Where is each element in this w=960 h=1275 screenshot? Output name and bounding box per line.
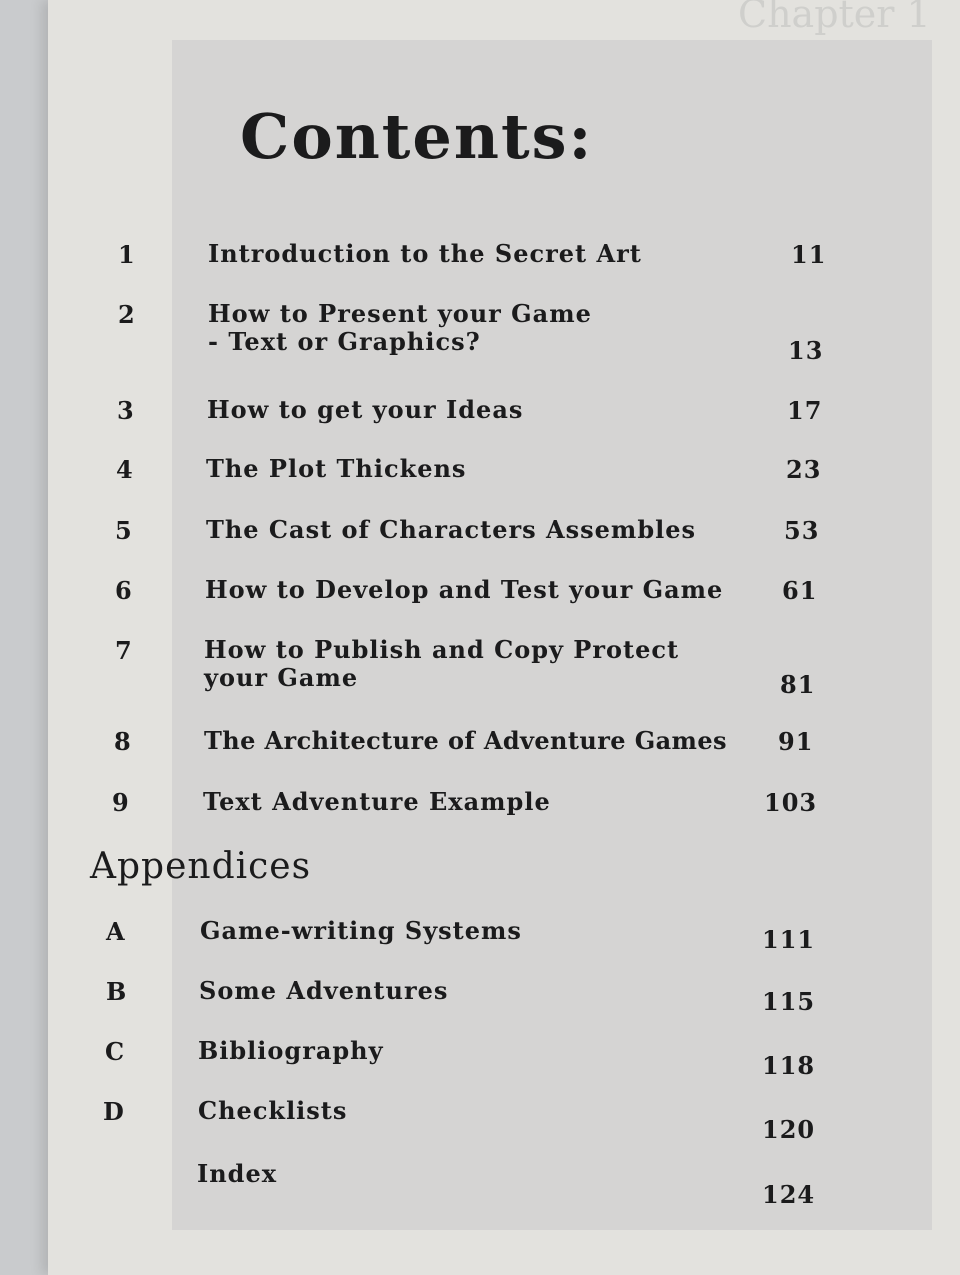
- page-number: 81: [780, 670, 816, 699]
- chapter-number: 9: [112, 788, 130, 817]
- chapter-title: Introduction to the Secret Art: [208, 239, 642, 268]
- appendix-letter: B: [106, 977, 128, 1006]
- page-number: 13: [788, 336, 824, 365]
- chapter-number: 4: [116, 455, 134, 484]
- page-number: 23: [786, 455, 822, 484]
- chapter-title: How to Present your Game - Text or Graphics?: [208, 299, 592, 356]
- appendix-letter: A: [106, 917, 126, 946]
- chapter-number: 1: [118, 240, 136, 269]
- chapter-number: 7: [115, 636, 133, 665]
- page-number: 11: [791, 240, 827, 269]
- bleed-through-heading: Chapter 1: [738, 0, 931, 36]
- page-number: 115: [762, 987, 816, 1016]
- chapter-title: How to get your Ideas: [207, 395, 524, 424]
- chapter-title: The Plot Thickens: [206, 454, 467, 483]
- chapter-number: 2: [118, 300, 136, 329]
- appendix-title: Game-writing Systems: [200, 916, 522, 945]
- chapter-title: Text Adventure Example: [203, 787, 551, 816]
- page-title: Contents:: [240, 100, 594, 173]
- appendix-letter: C: [105, 1037, 126, 1066]
- chapter-number: 3: [117, 396, 135, 425]
- appendix-title: Some Adventures: [199, 976, 449, 1005]
- page-number: 111: [762, 925, 816, 954]
- chapter-title: How to Develop and Test your Game: [205, 575, 724, 604]
- chapter-title: The Architecture of Adventure Games: [204, 726, 727, 755]
- chapter-title: How to Publish and Copy Protect your Game: [204, 635, 680, 692]
- chapter-number: 5: [115, 516, 133, 545]
- page-number: 53: [784, 516, 820, 545]
- index-title: Index: [197, 1159, 278, 1188]
- appendix-title: Checklists: [198, 1096, 348, 1125]
- page-number: 120: [762, 1115, 816, 1144]
- chapter-title: The Cast of Characters Assembles: [206, 515, 696, 544]
- appendices-heading: Appendices: [90, 846, 312, 887]
- page-number: 118: [762, 1051, 816, 1080]
- page-number: 61: [782, 576, 818, 605]
- page-number: 103: [764, 788, 818, 817]
- page-number: 17: [787, 396, 823, 425]
- chapter-number: 8: [114, 727, 132, 756]
- appendix-letter: D: [103, 1097, 125, 1126]
- page-number: 124: [762, 1180, 816, 1209]
- chapter-number: 6: [115, 576, 133, 605]
- page-number: 91: [778, 727, 814, 756]
- appendix-title: Bibliography: [198, 1036, 384, 1065]
